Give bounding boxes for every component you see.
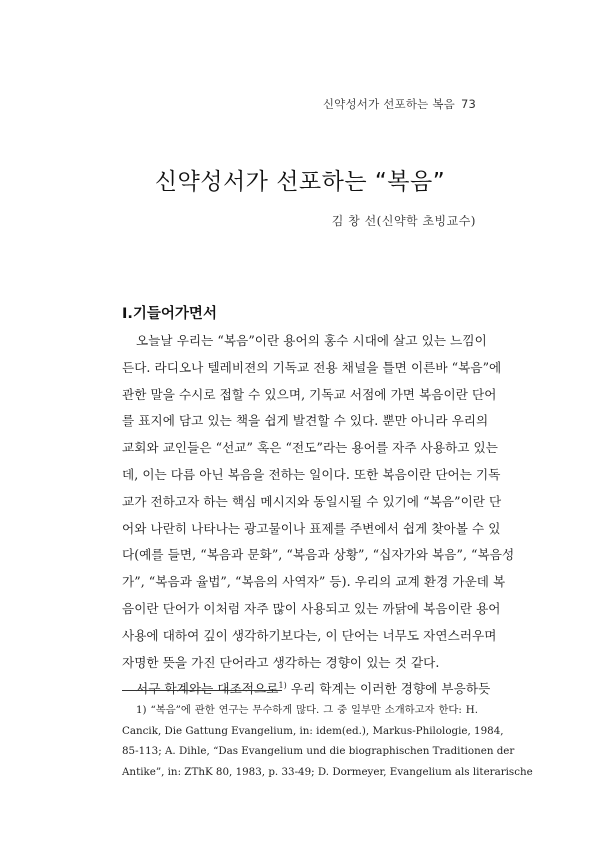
author-line: 김 창 선(신약학 초빙교수) [331,214,476,228]
body-line: 관한 말을 수시로 접할 수 있으며, 기독교 서점에 가면 복음이란 단어 [122,386,497,402]
footnote-reference[interactable]: 1) [278,681,287,691]
body-line: 든다. 라디오나 텔레비젼의 기독교 전용 채널을 틀면 이른바 “복음”에 [122,359,502,375]
body-line: 교회와 교인들은 “선교” 혹은 “전도”라는 용어를 자주 사용하고 있는 [122,440,498,456]
body-line: 교가 전하고자 하는 핵심 메시지와 동일시될 수 있기에 “복음”이란 단 [122,493,502,509]
footnote-line: Cancik, Die Gattung Evangelium, in: idem(ed.), Markus-Philologie, 1984, [122,724,504,737]
footnote-divider [122,690,282,691]
section-heading: Ⅰ.기들어가면서 [122,306,217,322]
body-line: 데, 이는 다름 아닌 복음을 전하는 일이다. 또한 복음이란 단어는 기독 [122,466,501,482]
running-header [323,96,476,112]
body-line: 가”, “복음과 율법”, “복음의 사역자” 등). 우리의 교계 환경 가운데 복 [122,574,506,590]
body-line: 자명한 뜻을 가진 단어라고 생각하는 경향이 있는 것 같다. [122,654,440,670]
page-number: 73 [460,97,476,111]
body-text [122,328,515,703]
body-line: 다(예를 들면, “복음과 문화”, “복음과 상황”, “십자가와 복음”, “복음성 [122,547,515,563]
footnote-line: 1) “복음”에 관한 연구는 무수하게 많다. 그 중 일부만 소개하고자 한다: H. [136,704,478,716]
body-line: 오늘날 우리는 “복음”이란 용어의 홍수 시대에 살고 있는 느낌이 [136,333,487,348]
running-title: 신약성서가 선포하는 복음 [322,97,455,111]
body-text-after-ref: 우리 학계는 이러한 경향에 부응하듯 [286,681,491,697]
footnotes [122,700,533,782]
article-title: 신약성서가 선포하는 “복음” [154,169,446,196]
body-line: 음이란 단어가 이처럼 자주 많이 사용되고 있는 까닭에 복음이란 용어 [122,600,501,616]
footnote-line: 85-113; A. Dihle, “Das Evangelium und die biographischen Traditionen der [122,745,515,758]
body-text-before-ref: 서구 학계와는 대조적으로 [136,681,279,697]
body-line: 를 표지에 담고 있는 책을 쉽게 발견할 수 있다. 뿐만 아니라 우리의 [122,413,489,429]
body-line: 어와 나란히 나타나는 광고물이나 표제를 주변에서 쉽게 찾아볼 수 있 [122,520,501,536]
body-line: 사용에 대하여 깊이 생각하기보다는, 이 단어는 너무도 자연스러우며 [122,627,497,643]
footnote-line: Antike”, in: ZThK 80, 1983, p. 33-49; D. Dormeyer, Evangelium als literarische [122,765,533,778]
